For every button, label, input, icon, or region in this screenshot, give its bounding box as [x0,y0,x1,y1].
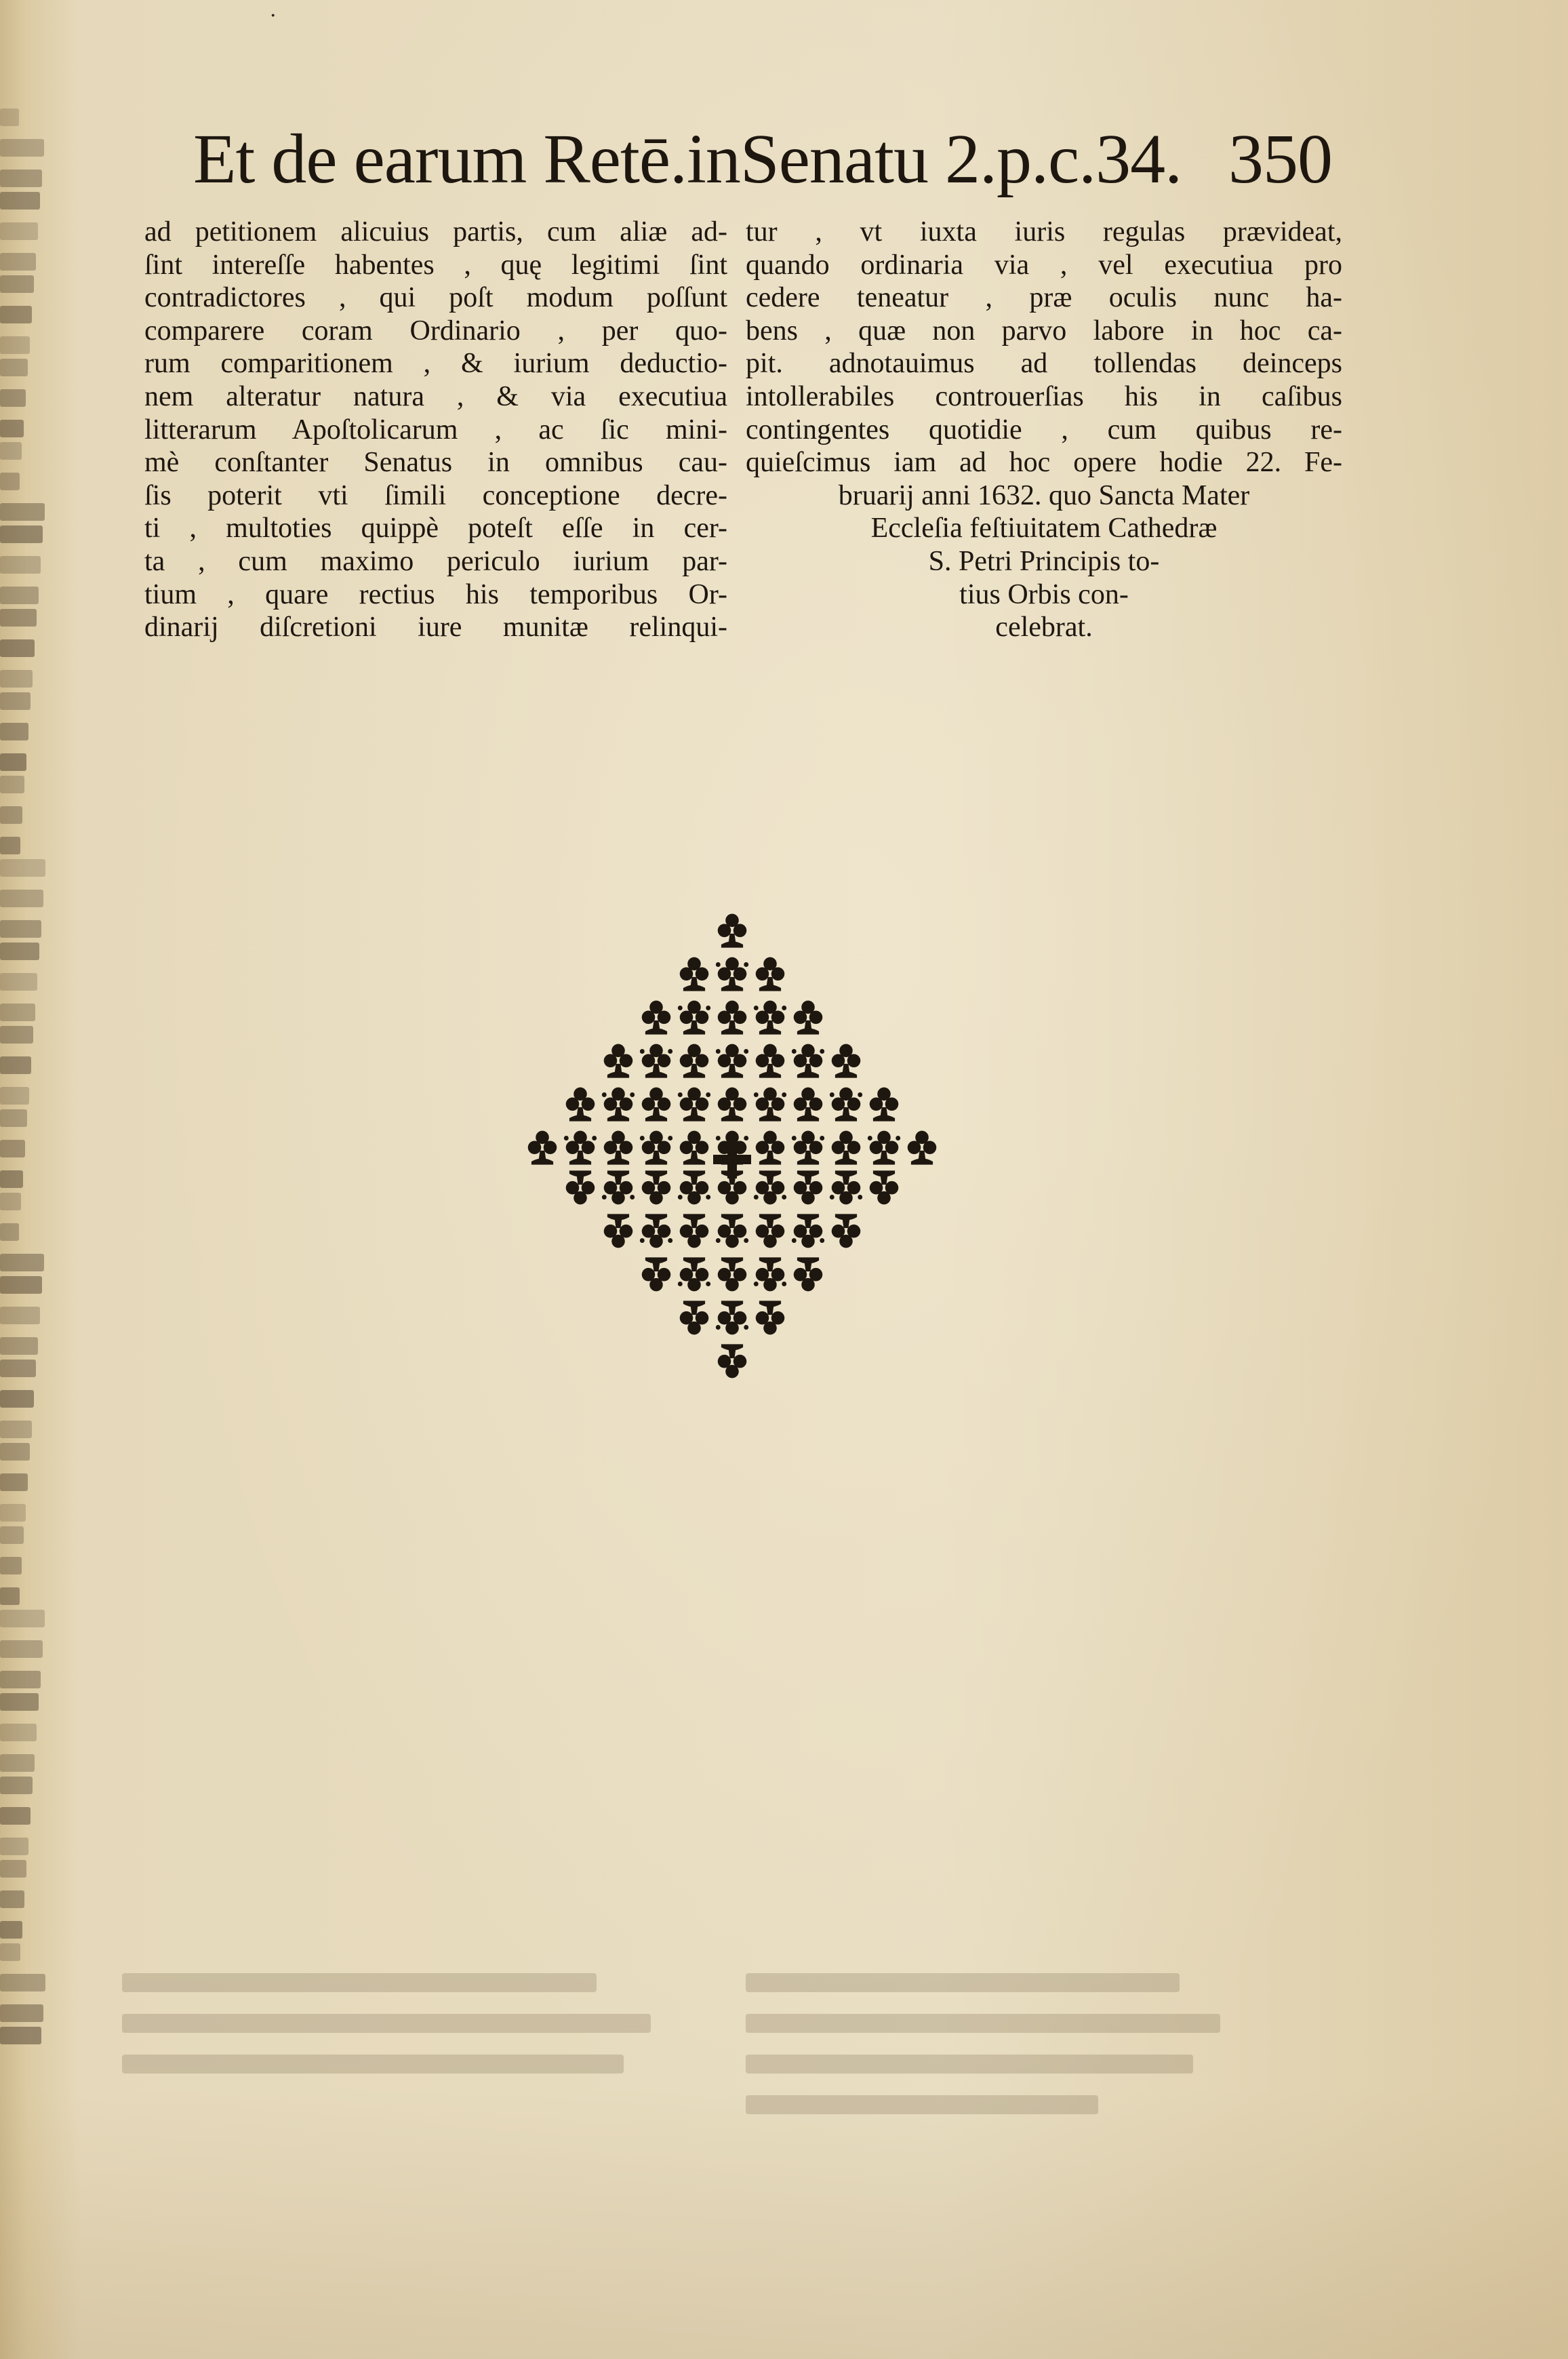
bleed-mark [0,1223,19,1241]
text-line: litterarum Apoſtolicarum , ac ſic mini- [144,414,727,445]
bleed-mark [0,1193,21,1210]
bleed-mark [0,587,39,604]
bleed-mark [0,1838,28,1855]
fleuron-icon [642,1170,671,1204]
text-line: comparere coram Ordinario , per quo- [144,315,727,346]
text-line: nem alteratur natura , & via executiua [144,380,727,412]
bleed-mark [0,1421,32,1438]
bleed-mark [0,1307,40,1324]
bleed-mark [0,1473,28,1491]
text-line: ſint intereſſe habentes , quę legitimi ſint [144,249,727,281]
fleuron-icon [640,1131,672,1165]
text-line: celebrat. [995,612,1093,643]
fleuron-icon [756,957,785,991]
fleuron-icon [678,1001,710,1035]
fleuron-icon [792,1044,824,1078]
bleed-mark [0,943,39,960]
bleed-mark [0,1390,34,1408]
fleuron-icon [604,1214,633,1248]
bleed-mark [0,806,22,824]
text-line: ſis poterit vti ſimili conceptione decre- [144,479,727,511]
bleed-mark [0,1337,38,1355]
text-line: quando ordinaria via , vel executiua pro [746,249,1342,281]
bleed-mark [0,1777,33,1794]
bleed-mark [0,473,20,490]
text-line: tius Orbis con- [959,578,1129,610]
bleed-mark [0,108,19,126]
fleuron-icon [870,1170,899,1204]
bleed-mark [0,503,45,521]
fleuron-icon [680,1214,709,1248]
show-through-line [746,1973,1180,1992]
bleed-mark [0,1276,42,1294]
text-line: mè conſtanter Senatus in omnibus cau- [144,447,727,479]
bleed-mark [0,920,41,938]
fleuron-icon [566,1170,595,1204]
fleuron-icon [794,1088,823,1122]
header-title: Et de earum Retē.inSenatu 2.p.c.34. [193,120,1182,198]
fleuron-icon [792,1131,824,1165]
bleed-mark [0,2027,41,2044]
bleed-mark [0,973,37,991]
fleuron-icon [868,1131,900,1165]
bleed-mark [0,336,30,354]
text-line: S. Petri Principis to- [928,545,1160,577]
show-through-line [122,2055,624,2074]
fleuron-icon [832,1214,861,1248]
fleuron-icon [754,1001,786,1035]
fleuron-icon [756,1301,785,1334]
fleuron-icon [756,1214,785,1248]
bleed-mark [0,420,24,437]
fleuron-diamond-icon [485,902,980,1417]
bleed-mark [0,526,43,543]
fleuron-icon [754,1257,786,1291]
fleuron-icon [678,1170,710,1204]
bleed-mark [0,1056,31,1074]
fleuron-icon [604,1044,633,1078]
fleuron-icon [832,1131,861,1165]
text-line: contradictores , qui poſt modum poſſunt [144,282,727,314]
fleuron-icon [680,1131,709,1165]
bleed-mark [0,1724,37,1741]
fleuron-icon [870,1088,899,1122]
text-line: Eccleſia feſtiuitatem Cathedræ [870,513,1218,544]
bleed-mark [0,1943,20,1961]
bleed-mark [0,389,26,407]
fleuron-icon [604,1131,633,1165]
bleed-mark [0,1807,31,1825]
bleed-mark [0,723,28,740]
text-line: contingentes quotidie , cum quibus re- [746,414,1342,445]
fleuron-icon [678,1088,710,1122]
bleed-mark [0,1087,29,1105]
bleed-mark [0,609,37,627]
bleed-mark [0,442,22,460]
show-through-line [746,2055,1193,2074]
show-through-line [746,2014,1220,2033]
fleuron-icon [602,1170,635,1204]
bleed-mark [0,2004,43,2022]
fleuron-icon [794,1001,823,1035]
bleed-mark [0,253,36,271]
text-line: bruarij anni 1632. quo Sancta Mater [838,479,1250,511]
fleuron-icon [680,957,709,991]
fleuron-icon [716,1214,748,1248]
fleuron-icon [718,914,747,948]
bleed-mark [0,776,24,793]
text-line: tium , quare rectius his temporibus Or- [144,578,727,610]
bleed-mark [0,1504,26,1522]
fleuron-icon [756,1131,785,1165]
bleed-mark [0,837,20,854]
fleuron-icon [718,1344,747,1378]
text-line: bens , quæ non parvo labore in hoc ca- [746,315,1342,346]
text-line: tur , vt iuxta iuris regulas prævideat, [746,216,1342,247]
bleed-mark [0,890,43,907]
bleed-mark [0,192,40,210]
fleuron-icon [566,1088,595,1122]
bleed-mark [0,1254,44,1271]
fleuron-icon [792,1214,824,1248]
bleed-mark [0,1974,45,1991]
bleed-mark [0,670,33,688]
bleed-mark [0,1754,35,1772]
fleuron-icon [830,1170,862,1204]
fleuron-icon [642,1257,671,1291]
fleuron-icon [716,1044,748,1078]
bleed-mark [0,1140,25,1157]
fleuron-icon [718,1088,747,1122]
fleuron-icon [680,1044,709,1078]
bleed-mark [0,1671,41,1688]
fleuron-icon [716,1301,748,1334]
bleed-mark [0,859,45,877]
bleed-mark [0,692,31,710]
fleuron-icon [830,1088,862,1122]
fleuron-icon [640,1214,672,1248]
bleed-mark [0,1360,36,1377]
bleed-mark [0,1693,39,1711]
bleed-mark [0,1170,23,1188]
bleed-mark [0,1004,35,1021]
fleuron-icon [718,1001,747,1035]
bleed-mark [0,306,32,323]
bleed-mark [0,275,34,293]
bleed-mark [0,753,26,771]
bleed-mark [0,139,44,157]
bleed-mark [0,1587,20,1605]
text-line: pit. adnotauimus ad tollendas deinceps [746,348,1342,380]
fleuron-icon [794,1170,823,1204]
fleuron-icon [718,1257,747,1291]
bleed-mark [0,1443,30,1461]
fleuron-icon [680,1301,709,1334]
fleuron-icon [564,1131,597,1165]
fleuron-icon [756,1044,785,1078]
fleuron-icon [528,1131,557,1165]
text-line: ta , cum maximo periculo iurium par- [144,545,727,577]
text-line: intollerabiles controuerſias his in caſibus [746,380,1342,412]
top-speck: · [270,4,277,28]
fleuron-icon [642,1001,671,1035]
show-through-line [122,1973,597,1992]
show-through-line [746,2095,1098,2114]
fleuron-icon [642,1088,671,1122]
fleuron-icon [754,1170,786,1204]
fleuron-icon [678,1257,710,1291]
text-line: quieſcimus iam ad hoc opere hodie 22. Fe- [746,447,1342,479]
fleuron-icon [640,1044,672,1078]
bleed-mark [0,1921,22,1939]
text-column-left [144,216,727,644]
bleed-mark [0,1026,33,1044]
bleed-mark [0,1610,45,1627]
bleed-mark [0,222,38,240]
show-through-text [95,1966,1247,2156]
text-line: ti , multoties quippè poteſt eſſe in cer- [144,513,727,544]
bleed-mark [0,639,35,657]
fleuron-icon [754,1088,786,1122]
text-column-right [746,216,1342,644]
bleed-mark [0,1640,43,1658]
bleed-mark [0,1557,22,1574]
bleed-mark [0,1860,26,1878]
bleed-mark [0,170,42,187]
show-through-line [122,2014,651,2033]
bleed-mark [0,359,28,376]
text-line: ad petitionem alicuius partis, cum aliæ ad- [144,216,727,247]
page-number: 350 [1228,120,1332,198]
bleed-mark [0,556,41,574]
bleed-mark [0,1109,27,1127]
text-line: dinarij diſcretioni iure munitæ relinqui- [144,612,727,643]
text-line: cedere teneatur , præ oculis nunc ha- [746,282,1342,314]
fleuron-icon [716,957,748,991]
text-line: rum comparitionem , & iurium deductio- [144,348,727,380]
fleuron-icon [602,1088,635,1122]
bleed-mark [0,1890,24,1908]
fleuron-icon [794,1257,823,1291]
fleuron-icon [908,1131,937,1165]
bleed-mark [0,1526,24,1544]
running-header [193,108,1332,210]
adjacent-page-bleed [0,108,49,2075]
fleuron-icon [832,1044,861,1078]
